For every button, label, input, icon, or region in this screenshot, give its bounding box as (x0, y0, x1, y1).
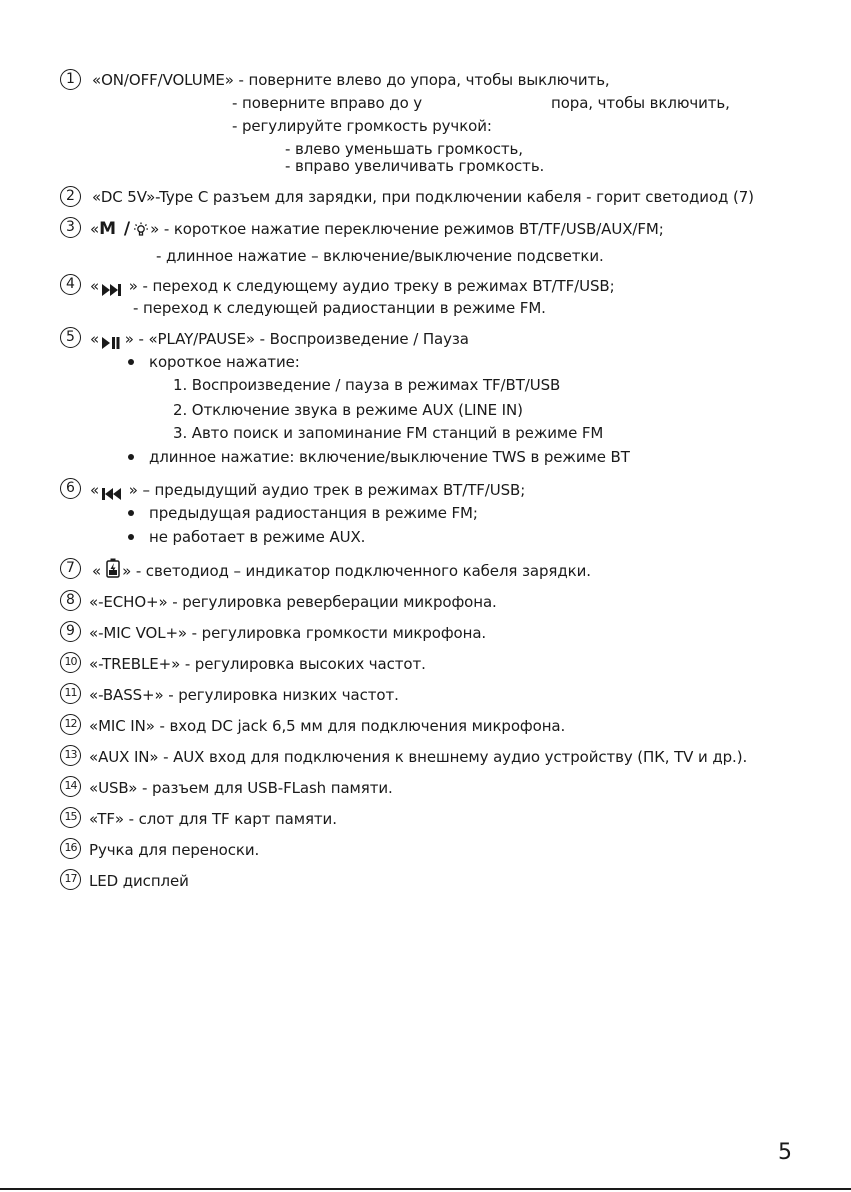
line-14: «USB» - разъем для USB-FLash памяти. (89, 779, 393, 797)
line-5b: короткое нажатие: (149, 353, 300, 371)
line-3a (90, 219, 664, 239)
item-number-16: 16 (60, 838, 81, 859)
line-6c: не работает в режиме AUX. (149, 528, 366, 546)
line-7 (92, 561, 591, 582)
item-number-6: 6 (60, 478, 81, 499)
line-5c: 1. Воспроизведение / пауза в режимах TF/BT/USB (173, 376, 561, 394)
line-3a-text: » - короткое нажатие переключение режимов BT/TF/USB/AUX/FM; (150, 220, 664, 238)
item-number-10: 10 (60, 652, 81, 673)
item-number-7: 7 (60, 558, 81, 579)
previous-track-icon (102, 485, 124, 497)
line-4a-open-quote: « (90, 277, 100, 295)
item-number-2: 2 (60, 186, 81, 207)
line-1b-continued: пора, чтобы включить, (551, 94, 730, 112)
line-12: «MIC IN» - вход DC jack 6,5 мм для подключения микрофона. (89, 717, 566, 735)
bullet (128, 359, 134, 365)
item-number-4: 4 (60, 274, 81, 295)
item-number-3: 3 (60, 217, 81, 238)
item-number-13: 13 (60, 745, 81, 766)
line-17: LED дисплей (89, 872, 189, 890)
battery-charging-icon (106, 558, 120, 578)
item-number-1: 1 (60, 69, 81, 90)
line-5a-text: » - «PLAY/PAUSE» - Воспроизведение / Пауза (120, 330, 469, 348)
line-5f: длинное нажатие: включение/выключение TWS в режиме BT (149, 448, 630, 466)
item-number-9: 9 (60, 621, 81, 642)
line-3a-open-quote: « (90, 220, 100, 238)
line-7-text: » - светодиод – индикатор подключенного кабеля зарядки. (122, 562, 591, 580)
line-5a (90, 329, 469, 349)
line-1d: - влево уменьшать громкость, (285, 140, 523, 158)
line-4a (90, 276, 615, 296)
page-number: 5 (778, 1140, 792, 1165)
line-6b: предыдущая радиостанция в режиме FM; (149, 504, 478, 522)
mode-m-label: M / (99, 219, 132, 239)
line-1b: - поверните вправо до у (232, 94, 423, 112)
line-1e: - вправо увеличивать громкость. (285, 157, 545, 175)
line-10: «-TREBLE+» - регулировка высоких частот. (89, 655, 426, 673)
bottom-rule (0, 1188, 851, 1190)
item-number-12: 12 (60, 714, 81, 735)
line-2: «DC 5V»-Type C разъем для зарядки, при подключении кабеля - горит светодиод (7) (92, 188, 754, 206)
next-track-icon (102, 281, 124, 293)
item-number-15: 15 (60, 807, 81, 828)
line-3b: - длинное нажатие – включение/выключение подсветки. (156, 247, 604, 265)
line-9: «-MIC VOL+» - регулировка громкости микрофона. (89, 624, 487, 642)
item-number-8: 8 (60, 590, 81, 611)
line-6a-text: » – предыдущий аудио трек в режимах BT/TF/USB; (124, 481, 526, 499)
line-15: «TF» - слот для TF карт памяти. (89, 810, 337, 828)
line-6a-open-quote: « (90, 481, 100, 499)
item-number-11: 11 (60, 683, 81, 704)
line-8: «-ECHO+» - регулировка реверберации микрофона. (89, 593, 497, 611)
line-1c: - регулируйте громкость ручкой: (232, 117, 492, 135)
line-4a-text: » - переход к следующему аудио треку в режимах BT/TF/USB; (124, 277, 615, 295)
line-5e: 3. Авто поиск и запоминание FM станций в режиме FM (173, 424, 604, 442)
play-pause-icon (102, 334, 120, 346)
bullet (128, 510, 134, 516)
item-number-5: 5 (60, 327, 81, 348)
line-11: «-BASS+» - регулировка низких частот. (89, 686, 399, 704)
bullet (128, 454, 134, 460)
line-7-open-quote: « (92, 562, 102, 580)
line-13: «AUX IN» - AUX вход для подключения к внешнему аудио устройству (ПК, TV и др.). (89, 748, 748, 766)
bullet (128, 534, 134, 540)
line-1a: «ON/OFF/VOLUME» - поверните влево до упора, чтобы выключить, (92, 71, 610, 89)
line-5d: 2. Отключение звука в режиме AUX (LINE IN) (173, 401, 523, 419)
line-16: Ручка для переноски. (89, 841, 260, 859)
line-4b: - переход к следующей радиостанции в режиме FM. (133, 299, 546, 317)
light-bulb-icon (133, 221, 149, 239)
line-6a (90, 480, 525, 500)
item-number-17: 17 (60, 869, 81, 890)
item-number-14: 14 (60, 776, 81, 797)
line-5a-open-quote: « (90, 330, 100, 348)
